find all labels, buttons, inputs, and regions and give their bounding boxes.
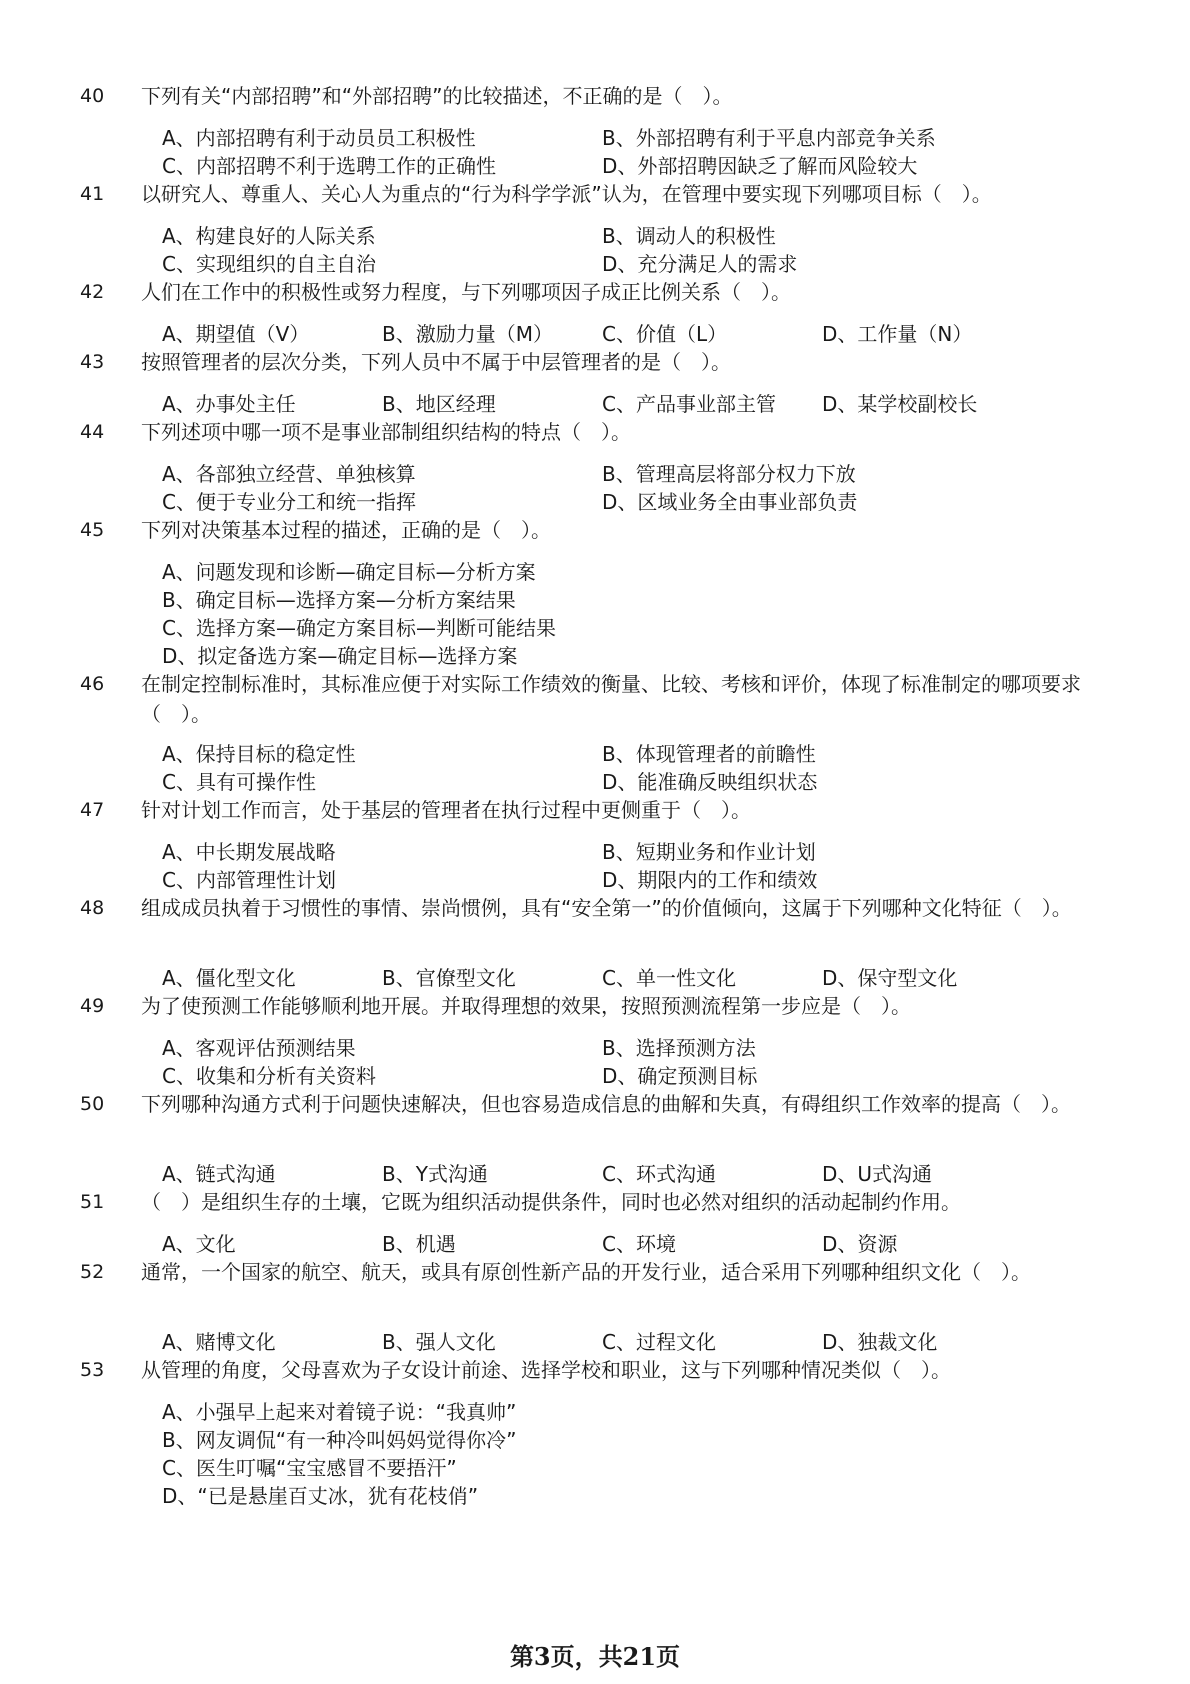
option-a: A、链式沟通	[162, 1162, 276, 1186]
question-number: 41	[80, 183, 105, 205]
option-c: C、环境	[602, 1232, 676, 1256]
question-number: 48	[80, 897, 105, 919]
option-d: D、外部招聘因缺乏了解而风险较大	[602, 154, 918, 178]
option-c: C、过程文化	[602, 1330, 716, 1354]
option-c: C、内部管理性计划	[162, 868, 336, 892]
question-stem: 针对计划工作而言，处于基层的管理者在执行过程中更侧重于（ ）。	[141, 798, 751, 822]
option-b: B、网友调侃“有一种冷叫妈妈觉得你冷”	[162, 1428, 517, 1452]
question-stem: 为了使预测工作能够顺利地开展。并取得理想的效果，按照预测流程第一步应是（ ）。	[141, 994, 911, 1018]
option-d: D、U式沟通	[822, 1162, 933, 1186]
page-number: 第3页，共21页	[509, 1642, 681, 1671]
option-c: C、收集和分析有关资料	[162, 1064, 376, 1088]
question-number: 44	[80, 421, 105, 443]
option-c: C、便于专业分工和统一指挥	[162, 490, 416, 514]
question-stem: 人们在工作中的积极性或努力程度，与下列哪项因子成正比例关系（ ）。	[141, 280, 791, 304]
question-stem: 下列有关“内部招聘”和“外部招聘”的比较描述，不正确的是（ ）。	[141, 84, 733, 108]
option-a: A、文化	[162, 1232, 236, 1256]
question-stem: 通常，一个国家的航空、航天，或具有原创性新产品的开发行业，适合采用下列哪种组织文化（ ）。	[141, 1260, 1031, 1284]
question-number: 40	[80, 85, 105, 107]
option-d: D、独裁文化	[822, 1330, 938, 1354]
question-stem: 在制定控制标准时，其标准应便于对实际工作绩效的衡量、比较、考核和评价，体现了标准制定的哪项要求（ ）。	[141, 672, 1081, 726]
option-b: B、外部招聘有利于平息内部竞争关系	[602, 126, 936, 150]
option-a: A、期望值（V）	[162, 322, 310, 346]
option-a: A、僵化型文化	[162, 966, 296, 990]
question-stem: 下列述项中哪一项不是事业部制组织结构的特点（ ）。	[141, 420, 631, 444]
option-a: A、小强早上起来对着镜子说：“我真帅”	[162, 1400, 517, 1424]
option-b: B、体现管理者的前瞻性	[602, 742, 816, 766]
option-b: B、确定目标—选择方案—分析方案结果	[162, 588, 516, 612]
question-number: 52	[80, 1261, 105, 1283]
option-d: D、区域业务全由事业部负责	[602, 490, 858, 514]
question-number: 50	[80, 1093, 105, 1115]
option-b: B、选择预测方法	[602, 1036, 756, 1060]
option-c: C、价值（L）	[602, 322, 728, 346]
option-b: B、机遇	[382, 1232, 456, 1256]
option-b: B、强人文化	[382, 1330, 496, 1354]
option-b: B、官僚型文化	[382, 966, 516, 990]
option-c: C、实现组织的自主自治	[162, 252, 376, 276]
option-d: D、拟定备选方案—确定目标—选择方案	[162, 644, 518, 668]
option-a: A、保持目标的稳定性	[162, 742, 356, 766]
option-b: B、调动人的积极性	[602, 224, 776, 248]
option-c: C、产品事业部主管	[602, 392, 776, 416]
question-number: 43	[80, 351, 105, 373]
option-d: D、期限内的工作和绩效	[602, 868, 818, 892]
option-c: C、内部招聘不利于选聘工作的正确性	[162, 154, 496, 178]
option-b: B、短期业务和作业计划	[602, 840, 816, 864]
option-d: D、充分满足人的需求	[602, 252, 798, 276]
option-a: A、内部招聘有利于动员员工积极性	[162, 126, 476, 150]
option-a: A、中长期发展战略	[162, 840, 336, 864]
option-b: B、管理高层将部分权力下放	[602, 462, 856, 486]
question-stem: （ ）是组织生存的土壤，它既为组织活动提供条件，同时也必然对组织的活动起制约作用。	[141, 1190, 961, 1214]
option-d: D、某学校副校长	[822, 392, 978, 416]
question-number: 51	[80, 1191, 105, 1213]
option-a: A、构建良好的人际关系	[162, 224, 376, 248]
option-d: D、资源	[822, 1232, 898, 1256]
question-number: 49	[80, 995, 105, 1017]
question-stem: 下列对决策基本过程的描述，正确的是（ ）。	[141, 518, 551, 542]
option-a: A、赌博文化	[162, 1330, 276, 1354]
option-b: B、激励力量（M）	[382, 322, 553, 346]
question-stem: 从管理的角度，父母喜欢为子女设计前途、选择学校和职业，这与下列哪种情况类似（ ）。	[141, 1358, 951, 1382]
question-number: 45	[80, 519, 105, 541]
option-a: A、各部独立经营、单独核算	[162, 462, 416, 486]
option-a: A、客观评估预测结果	[162, 1036, 356, 1060]
option-b: B、Y式沟通	[382, 1162, 488, 1186]
option-c: C、医生叮嘱“宝宝感冒不要捂汗”	[162, 1456, 457, 1480]
option-b: B、地区经理	[382, 392, 496, 416]
question-stem: 下列哪种沟通方式利于问题快速解决，但也容易造成信息的曲解和失真，有碍组织工作效率的提高（ ）。	[141, 1092, 1071, 1116]
option-d: D、能准确反映组织状态	[602, 770, 818, 794]
option-d: D、确定预测目标	[602, 1064, 758, 1088]
option-d: D、工作量（N）	[822, 322, 973, 346]
option-d: D、保守型文化	[822, 966, 958, 990]
question-stem: 以研究人、尊重人、关心人为重点的“行为科学学派”认为，在管理中要实现下列哪项目标（ ）。	[141, 182, 992, 206]
option-c: C、环式沟通	[602, 1162, 716, 1186]
option-c: C、选择方案—确定方案目标—判断可能结果	[162, 616, 556, 640]
option-c: C、单一性文化	[602, 966, 736, 990]
option-c: C、具有可操作性	[162, 770, 316, 794]
question-number: 47	[80, 799, 105, 821]
option-d: D、“已是悬崖百丈冰，犹有花枝俏”	[162, 1484, 479, 1508]
option-a: A、办事处主任	[162, 392, 296, 416]
question-number: 46	[80, 673, 105, 695]
question-number: 53	[80, 1359, 105, 1381]
question-number: 42	[80, 281, 105, 303]
question-stem: 按照管理者的层次分类，下列人员中不属于中层管理者的是（ ）。	[141, 350, 731, 374]
option-a: A、问题发现和诊断—确定目标—分析方案	[162, 560, 536, 584]
question-stem: 组成成员执着于习惯性的事情、崇尚惯例，具有“安全第一”的价值倾向，这属于下列哪种文化特征（ ）。	[141, 896, 1072, 920]
